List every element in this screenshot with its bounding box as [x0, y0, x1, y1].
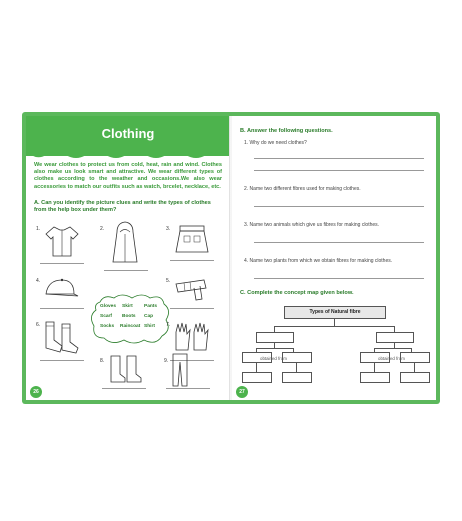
help-word: Scarf	[100, 314, 112, 319]
gloves-icon	[172, 320, 212, 354]
concept-box-8[interactable]	[282, 372, 312, 383]
item-label-2: 2.	[100, 226, 105, 232]
obtained-from-label: obtained from	[378, 356, 405, 361]
connector	[334, 318, 335, 326]
answer-line-8[interactable]	[102, 388, 146, 389]
connector	[256, 362, 257, 372]
help-word: Boots	[122, 314, 136, 319]
answer-line-q1a[interactable]	[254, 158, 424, 159]
obtained-from-label: obtained from	[260, 356, 287, 361]
question-b: B. Answer the following questions.	[240, 128, 333, 134]
socks-icon	[42, 320, 82, 354]
question-a: A. Can you identify the picture clues and write the types of clothes from the help box under them?	[34, 200, 211, 213]
concept-box-10[interactable]	[400, 372, 430, 383]
answer-line-1[interactable]	[40, 263, 84, 264]
answer-line-4[interactable]	[40, 308, 84, 309]
answer-line-q2[interactable]	[254, 206, 424, 207]
help-word: Gloves	[100, 304, 116, 309]
pants-icon	[170, 352, 190, 388]
left-page	[26, 116, 231, 400]
workbook-spread	[22, 112, 440, 404]
question-1: 1. Why do we need clothes?	[244, 140, 307, 146]
connector	[256, 348, 294, 349]
raincoat-icon	[108, 220, 142, 266]
answer-line-q3[interactable]	[254, 242, 424, 243]
help-word: Socks	[100, 324, 115, 329]
question-2: 2. Name two different fibres used for making clothes.	[244, 186, 361, 192]
page-number-left: 26	[30, 386, 42, 398]
boots-icon	[108, 354, 144, 384]
answer-line-5[interactable]	[170, 308, 214, 309]
answer-line-q4[interactable]	[254, 278, 424, 279]
answer-line-2[interactable]	[104, 270, 148, 271]
item-label-5: 5.	[166, 278, 171, 284]
skirt-icon	[174, 224, 210, 254]
concept-box-9[interactable]	[360, 372, 390, 383]
concept-box-2[interactable]	[376, 332, 414, 343]
connector	[274, 326, 394, 327]
item-label-3: 3.	[166, 226, 171, 232]
shirt-icon	[44, 224, 80, 258]
concept-box-7[interactable]	[242, 372, 272, 383]
intro-paragraph: We wear clothes to protect us from cold, heat, rain and wind. Clothes also make us look smart and attractive. We wear different types of clothes according to the weather and occasions.We also wear accessories to match our outfits such as watch, brcelet, necklace, etc.	[34, 162, 222, 190]
help-box-cloud	[90, 294, 170, 344]
concept-map-title: Types of Natural fibre	[284, 306, 386, 319]
connector	[296, 362, 297, 372]
concept-box-1[interactable]	[256, 332, 294, 343]
help-word: Skirt	[122, 304, 133, 309]
help-word: Raincoat	[120, 324, 141, 329]
item-label-8: 8.	[100, 358, 105, 364]
page-number-right: 27	[236, 386, 248, 398]
item-label-7: 7.	[166, 322, 171, 328]
question-4: 4. Name two plants from which we obtain fibres for making clothes.	[244, 258, 393, 264]
page-title: Clothing	[101, 126, 155, 141]
item-label-4: 4.	[36, 278, 41, 284]
answer-line-6[interactable]	[40, 360, 84, 361]
right-page	[232, 116, 436, 400]
cap-icon	[42, 276, 80, 302]
answer-line-q1b[interactable]	[254, 170, 424, 171]
connector	[374, 348, 412, 349]
item-label-1: 1.	[36, 226, 41, 232]
title-banner	[26, 116, 230, 156]
answer-line-9[interactable]	[166, 388, 210, 389]
item-label-9: 9.	[164, 358, 169, 364]
question-3: 3. Name two animals which give us fibres for making clothes.	[244, 222, 380, 228]
answer-line-3[interactable]	[170, 260, 214, 261]
help-word: Pants	[144, 304, 158, 309]
connector	[414, 362, 415, 372]
help-word: Shirt	[144, 324, 155, 329]
item-label-6: 6.	[36, 322, 41, 328]
help-word: Cap	[144, 314, 154, 319]
wave-decoration	[26, 151, 230, 161]
connector	[374, 362, 375, 372]
question-c: C. Complete the concept map given below.	[240, 290, 354, 296]
scarf-icon	[174, 278, 208, 302]
